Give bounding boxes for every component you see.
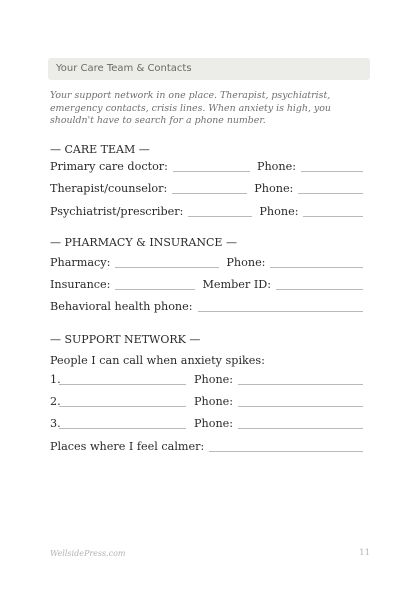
insurance-label: Insurance: xyxy=(50,278,111,291)
contact-phone-blank-2[interactable] xyxy=(238,406,363,407)
care-team-heading: — CARE TEAM — xyxy=(50,143,150,156)
psychiatrist-row xyxy=(50,203,363,219)
contact-name-blank-1[interactable] xyxy=(59,384,186,385)
contact-row-2 xyxy=(50,393,363,409)
psychiatrist-phone-blank[interactable] xyxy=(303,216,363,217)
primary-care-phone-label: Phone: xyxy=(256,160,297,173)
primary-care-row xyxy=(50,158,363,174)
contact-row-1 xyxy=(50,371,363,387)
contact-name-blank-2[interactable] xyxy=(59,406,186,407)
footer-page-number: 11 xyxy=(359,548,370,558)
behavioral-phone-row xyxy=(50,298,363,314)
contact-phone-blank-3[interactable] xyxy=(238,428,363,429)
section-header-title: Your Care Team & Contacts xyxy=(56,63,192,74)
pharmacy-label: Pharmacy: xyxy=(50,256,111,269)
primary-care-label: Primary care doctor: xyxy=(50,160,168,173)
calmer-places-label: Places where I feel calmer: xyxy=(50,440,205,453)
therapist-phone-blank[interactable] xyxy=(298,193,363,194)
therapist-label: Therapist/counselor: xyxy=(50,182,168,195)
member-id-blank[interactable] xyxy=(276,289,363,290)
psychiatrist-phone-label: Phone: xyxy=(259,205,299,218)
contact-phone-blank-1[interactable] xyxy=(238,384,363,385)
behavioral-phone-blank[interactable] xyxy=(198,311,363,312)
contact-phone-label-2: Phone: xyxy=(194,395,234,408)
contact-number-1: 1. xyxy=(50,373,61,386)
pharmacy-blank[interactable] xyxy=(115,267,219,268)
member-id-label: Member ID: xyxy=(202,278,271,291)
insurance-blank[interactable] xyxy=(115,289,195,290)
psychiatrist-label: Psychiatrist/prescriber: xyxy=(50,205,184,218)
contact-row-3 xyxy=(50,415,363,431)
therapist-row xyxy=(50,180,363,196)
footer-publisher: WellsidePress.com xyxy=(50,549,126,558)
support-heading: — SUPPORT NETWORK — xyxy=(50,333,201,346)
contact-name-blank-3[interactable] xyxy=(59,428,186,429)
primary-care-phone-blank[interactable] xyxy=(301,171,363,172)
therapist-phone-label: Phone: xyxy=(254,182,294,195)
intro-paragraph: Your support network in one place. Therapist, psychiatrist, emergency contacts, crisis lines. When anxiety is high, you shouldn't have to search for a phone number. xyxy=(50,90,331,126)
contact-phone-label-1: Phone: xyxy=(194,373,234,386)
pharmacy-row xyxy=(50,254,363,270)
calmer-places-row xyxy=(50,438,363,454)
section-header xyxy=(48,58,370,80)
primary-care-blank[interactable] xyxy=(173,171,250,172)
calmer-places-blank[interactable] xyxy=(209,451,363,452)
insurance-row xyxy=(50,276,363,292)
contact-number-2: 2. xyxy=(50,395,61,408)
contact-phone-label-3: Phone: xyxy=(194,417,234,430)
pharmacy-phone-blank[interactable] xyxy=(270,267,363,268)
contact-number-3: 3. xyxy=(50,417,61,430)
pharmacy-heading: — PHARMACY & INSURANCE — xyxy=(50,236,237,249)
behavioral-phone-label: Behavioral health phone: xyxy=(50,300,193,313)
pharmacy-phone-label: Phone: xyxy=(226,256,266,269)
psychiatrist-blank[interactable] xyxy=(188,216,252,217)
support-prompt: People I can call when anxiety spikes: xyxy=(50,354,265,367)
therapist-blank[interactable] xyxy=(172,193,247,194)
